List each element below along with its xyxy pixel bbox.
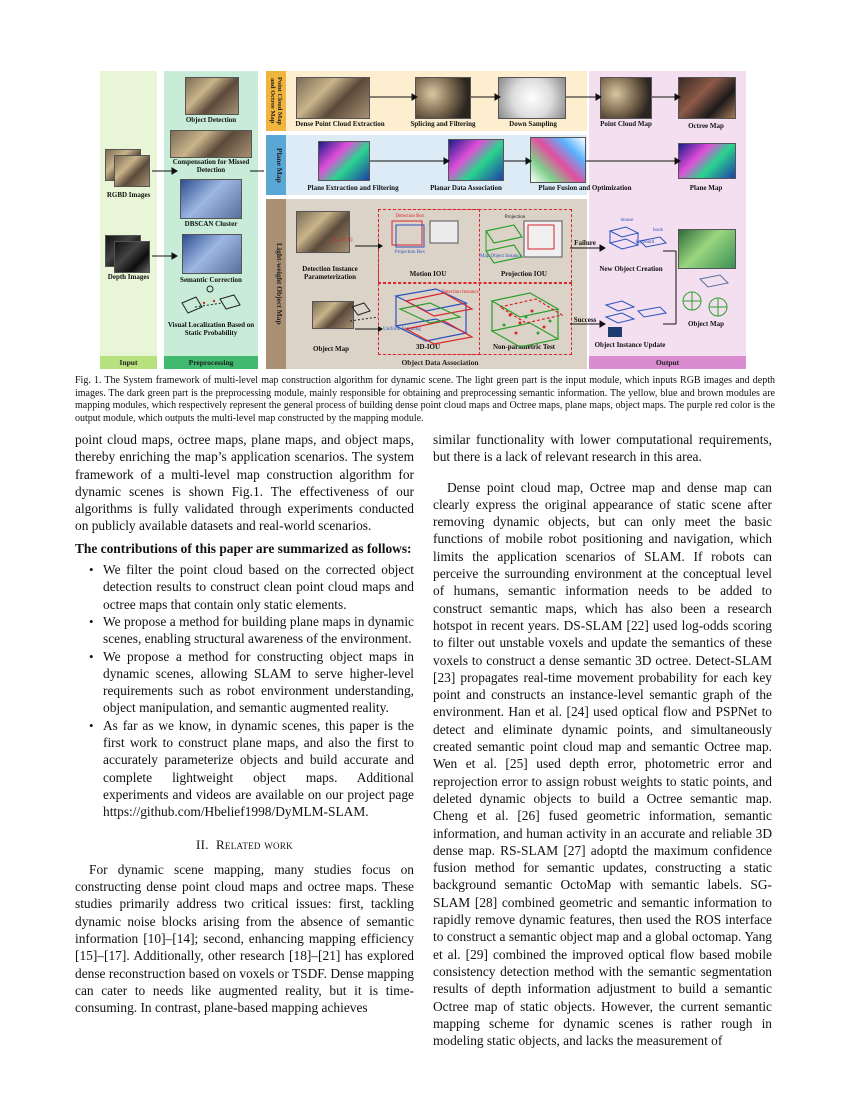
small-slam-label: [L, W, H]: [333, 238, 353, 243]
small-keyboard: keyboard: [635, 240, 655, 245]
obj-label-3d-iou: 3D-IOU: [415, 343, 441, 351]
pc-label-splicing: Splicing and Filtering: [410, 120, 476, 128]
pre-label-semantic-correction: Semantic Correction: [180, 276, 242, 284]
plane-label-map: Plane Map: [689, 184, 723, 192]
contribution-item: • We propose a method for constructing object maps in dynamic scenes, allowing SLAM to serve higher-level requirements such as robot environment understanding, object manipulation, and semantic augmented reality.: [103, 648, 414, 717]
pc-label-pcmap: Point Cloud Map: [600, 120, 652, 128]
left-paragraph-2: For dynamic scene mapping, many studies focus on constructing dense point cloud maps and octree maps. These studies primarily address two critical issues: first, tackling dynamic noise blocks arising from the absence of semantic information [10]–[14]; second, enhancing mapping efficiency [15]–[17]. Additionally, other research [18]–[21] has explored dense reconstruction based on voxels or TSDF. Dense mapping can cater to needs like augmented reality, but it is time-consuming. In contrast, plane-based mapping achieves: [75, 861, 414, 1016]
small-uniform-sampling: Uniform Sampling: [383, 327, 421, 332]
left-column: [75, 431, 414, 1017]
input-label-rgbd: RGBD Images: [106, 191, 151, 199]
small-map-object-instance: Map Object Instance: [480, 254, 522, 259]
system-framework-figure: [100, 71, 746, 369]
pre-label-compensation: Compensation for Missed Detection: [172, 158, 250, 174]
small-detection-box: Detection Box: [395, 214, 425, 219]
small-detection-instance: Detection Instance: [441, 290, 479, 295]
obj-label-failure: Failure: [574, 239, 596, 247]
obj-label-nonparam: Non-parametric Test: [492, 343, 556, 351]
section-title: Related work: [215, 836, 293, 852]
output-bar: Output: [589, 356, 746, 369]
pc-label-downsample: Down Sampling: [509, 120, 557, 128]
plane-label-fusion: Plane Fusion and Optimization: [538, 184, 632, 192]
contributions-heading: The contributions of this paper are summarized as follows:: [75, 540, 412, 556]
right-column: [433, 431, 772, 1049]
obj-label-success: Success: [573, 316, 597, 324]
obj-label-param: Detection Instance Parameterization: [302, 265, 358, 281]
object-band-label: Light-weight Object Map: [275, 243, 284, 325]
plane-label-association: Planar Data Association: [430, 184, 502, 192]
obj-label-object-map-left: Object Map: [313, 345, 349, 353]
figure-caption: Fig. 1. The System framework of multi-level map construction algorithm for dynamic scene. The light green part is the input module, which inputs RGB images and depth images. The dark green part is the preprocessing module, mainly responsible for obtaining and preprocessing semantic information. The yellow, blue and brown modules are mapping modules, which respectively represent the general process of building dense point cloud maps and Octree maps, plane maps, object maps. The purple red color is the output module, which outputs the multi-level map constructed by the mapping module.: [75, 375, 775, 424]
input-label-depth: Depth Images: [107, 273, 150, 281]
input-bar: Input: [100, 356, 157, 369]
obj-label-projection-iou: Projection IOU: [501, 270, 547, 278]
point-cloud-band-label: Point Cloud Map and Octree Map: [269, 76, 283, 126]
contributions-list: [75, 561, 414, 820]
pc-label-dense: Dense Point Cloud Extraction: [295, 120, 385, 128]
pre-label-dbscan: DBSCAN Cluster: [184, 220, 238, 228]
plane-label-extraction: Plane Extraction and Filtering: [307, 184, 399, 192]
contribution-item: • We propose a method for building plane maps in dynamic scenes, enabling structural awareness of the environment.: [103, 613, 414, 648]
object-data-association-label: Object Data Association: [401, 358, 479, 367]
preprocessing-bar: Preprocessing: [164, 356, 258, 369]
section-number: II.: [196, 836, 209, 852]
pre-label-visual-localization: Visual Localization Based on Static Probability: [167, 321, 255, 337]
obj-label-new-object: New Object Creation: [599, 265, 663, 273]
small-mouse: mouse: [620, 218, 634, 223]
plane-band-label: Plane Map: [275, 147, 284, 183]
right-paragraph-1: similar functionality with lower computational requirements, but there is a lack of relevant research in this area.: [433, 432, 772, 465]
contribution-item: • As far as we know, in dynamic scenes, this paper is the first work to construct plane maps, and also the first to accurately parameterize objects and build accurate and complete lightweight object maps. Additional experiments and videos are available on our project page https://github.com/Hbelief1998/DyMLM-SLAM.: [103, 717, 414, 821]
small-projection-box: Projection Box: [394, 250, 426, 255]
left-paragraph-1: point cloud maps, octree maps, plane maps, and object maps, thereby enriching the map’s application scenarios. The system framework of a multi-level map construction algorithm for dynamic scenes is shown Fig.1. The effectiveness of our algorithms is fully validated through experiments conducted on publicly available datasets and real-world scenarios.: [75, 432, 414, 534]
obj-label-object-map-out: Object Map: [688, 320, 724, 328]
small-projection: Projection: [504, 215, 526, 220]
small-book: book: [653, 228, 663, 233]
pre-label-object-detection: Object Detection: [185, 116, 237, 124]
obj-label-instance-update: Object Instance Update: [594, 341, 666, 349]
figure-graphics: [100, 71, 746, 369]
pc-label-octree: Octree Map: [688, 122, 724, 130]
contribution-item: • We filter the point cloud based on the corrected object detection results to construct clean point cloud maps and octree maps that contain only static elements.: [103, 561, 414, 613]
obj-label-motion-iou: Motion IOU: [409, 270, 447, 278]
section-heading: [75, 836, 414, 853]
right-paragraph-2: Dense point cloud map, Octree map and dense map can clearly express the original appearance of static scene after removing dynamic objects, but can only meet the basic functions of mobile robot positioning and navigation, which limits the application scenarios of SLAM. If robots can perceive the surrounding environment at the conceptual level of humans, semantic information needs to be added to construct semantic maps, which has also been a research hotspot in recent years. DS-SLAM [22] used log-odds scoring to filter out unstable voxels and update the semantics of these voxels to construct a dense semantic 3D octree. Detect-SLAM [23] propagates real-time movement probability for each key point and constructs an instance-level semantic graph of the environment. Han et al. [24] used optical flow and PSPNet to detect and eliminate dynamic points, and simultaneously created semantic point cloud map and semantic Octree map. Wen et al. [25] used depth error, photometric error and reprojection error to assign robust weights to static points, and deleted dynamic objects to build a Octree semantic map. Cheng et al. [26] fused geometric information, semantic information, and human activity in an accurate and reliable 3D dense map. RS-SLAM [27] adoptd the maximum confidence fusion method for semantic updates, constructing a static background semantic OctoMap with semantic labels. SG-SLAM [28] combined geometric and semantic information to rapidly remove dynamic features, then used the ROS interface to construct a semantic object map and a global octomap. Yang et al. [29] combined the improved optical flow based mobile consistency detection method with the semantic segmentation results of depth information adjustment to build a semantic Octree map of static objects. However, the current semantic mapping scheme for dynamic scenes is rather rough in modeling static objects, and lacks the measurement of: [433, 479, 772, 1049]
